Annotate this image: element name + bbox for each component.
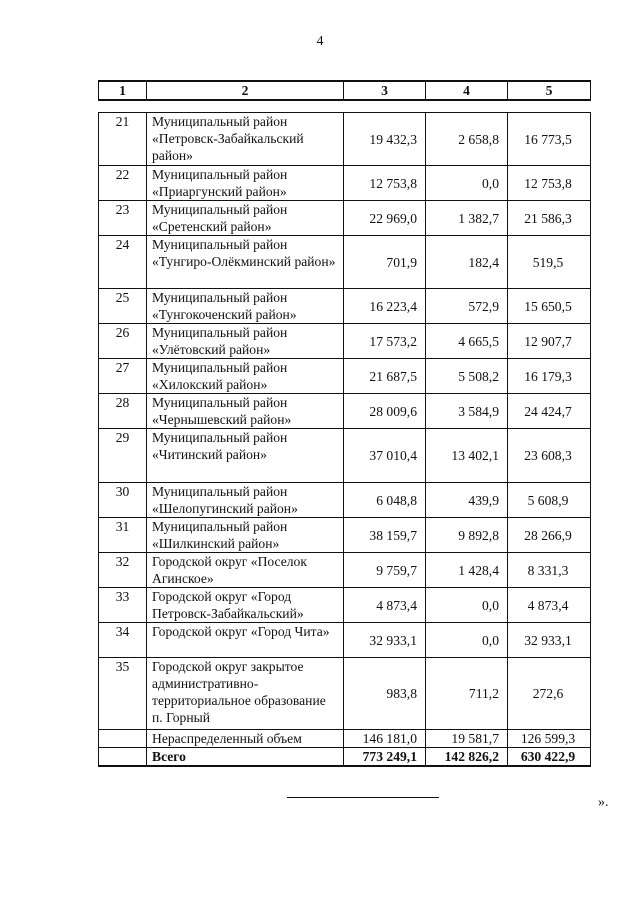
header-cell-1: 1 [99,81,147,100]
table-row [99,658,591,730]
row-col4-value: 0,0 [426,623,508,658]
row-col4-value: 1 428,4 [426,553,508,588]
table-row [99,553,591,588]
row-number: 32 [99,553,147,588]
row-name: Городской округ «Город Чита» [147,623,344,658]
row-col3-value: 773 249,1 [344,748,426,767]
row-name: Муниципальный район «Петровск-Забайкальский район» [147,113,344,166]
row-col5-value: 519,5 [508,236,591,289]
row-col5-value: 15 650,5 [508,289,591,324]
row-col5-value: 21 586,3 [508,201,591,236]
row-col4-value: 9 892,8 [426,518,508,553]
row-name: Муниципальный район «Тунгокоченский район» [147,289,344,324]
row-col3-value: 28 009,6 [344,394,426,429]
row-col3-value: 17 573,2 [344,324,426,359]
distribution-table [98,112,591,767]
row-col3-value: 19 432,3 [344,113,426,166]
row-col4-value: 182,4 [426,236,508,289]
row-col3-value: 4 873,4 [344,588,426,623]
row-col5-value: 5 608,9 [508,483,591,518]
column-number-header [98,80,591,101]
row-col5-value: 126 599,3 [508,730,591,748]
end-rule-line [287,797,439,798]
row-col3-value: 32 933,1 [344,623,426,658]
row-col4-value: 5 508,2 [426,359,508,394]
row-name: Всего [147,748,344,767]
row-number: 28 [99,394,147,429]
table-row [99,166,591,201]
row-col4-value: 1 382,7 [426,201,508,236]
table-body [99,113,591,767]
row-number: 34 [99,623,147,658]
row-name: Муниципальный район «Сретенский район» [147,201,344,236]
row-name: Городской округ «Поселок Агинское» [147,553,344,588]
table-row [99,236,591,289]
table-row [99,113,591,166]
row-col3-value: 146 181,0 [344,730,426,748]
row-number [99,730,147,748]
page-number: 4 [316,34,324,49]
row-col3-value: 38 159,7 [344,518,426,553]
header-cell-2: 2 [147,81,344,100]
table-row [99,324,591,359]
row-col5-value: 28 266,9 [508,518,591,553]
row-number: 22 [99,166,147,201]
row-col4-value: 711,2 [426,658,508,730]
row-col4-value: 13 402,1 [426,429,508,483]
table-row [99,201,591,236]
row-number: 24 [99,236,147,289]
row-col4-value: 439,9 [426,483,508,518]
row-col4-value: 4 665,5 [426,324,508,359]
row-name: Муниципальный район «Хилокский район» [147,359,344,394]
table-row [99,748,591,767]
table-row [99,394,591,429]
row-number: 30 [99,483,147,518]
row-col3-value: 701,9 [344,236,426,289]
row-number: 31 [99,518,147,553]
row-col3-value: 21 687,5 [344,359,426,394]
row-col4-value: 0,0 [426,166,508,201]
row-name: Муниципальный район «Приаргунский район» [147,166,344,201]
row-name: Муниципальный район «Тунгиро-Олёкминский район» [147,236,344,289]
row-name: Муниципальный район «Читинский район» [147,429,344,483]
row-number: 25 [99,289,147,324]
table-row [99,359,591,394]
row-col4-value: 142 826,2 [426,748,508,767]
table-row [99,730,591,748]
header-cell-4: 4 [426,81,508,100]
row-col3-value: 16 223,4 [344,289,426,324]
row-name: Муниципальный район «Чернышевский район» [147,394,344,429]
row-col3-value: 37 010,4 [344,429,426,483]
table-row [99,429,591,483]
row-name: Муниципальный район «Шелопугинский район» [147,483,344,518]
closing-quote-mark: ». [598,795,609,810]
row-col3-value: 6 048,8 [344,483,426,518]
row-col5-value: 12 753,8 [508,166,591,201]
row-name: Муниципальный район «Шилкинский район» [147,518,344,553]
row-col5-value: 4 873,4 [508,588,591,623]
row-col4-value: 572,9 [426,289,508,324]
row-col5-value: 24 424,7 [508,394,591,429]
row-col5-value: 630 422,9 [508,748,591,767]
row-col5-value: 16 773,5 [508,113,591,166]
header-cell-5: 5 [508,81,591,100]
header-row [99,81,591,100]
table-row [99,623,591,658]
row-number: 29 [99,429,147,483]
table-row [99,289,591,324]
row-col4-value: 3 584,9 [426,394,508,429]
row-number: 21 [99,113,147,166]
row-col3-value: 22 969,0 [344,201,426,236]
row-name: Нераспределенный объем [147,730,344,748]
row-col5-value: 8 331,3 [508,553,591,588]
row-col5-value: 12 907,7 [508,324,591,359]
table-row [99,483,591,518]
row-col4-value: 0,0 [426,588,508,623]
row-number: 23 [99,201,147,236]
row-col5-value: 272,6 [508,658,591,730]
row-number: 33 [99,588,147,623]
row-name: Городской округ закрытое административно-территориальное образование п. Горный [147,658,344,730]
table-row [99,518,591,553]
row-name: Городской округ «Город Петровск-Забайкальский» [147,588,344,623]
row-col4-value: 2 658,8 [426,113,508,166]
row-name: Муниципальный район «Улётовский район» [147,324,344,359]
row-col3-value: 983,8 [344,658,426,730]
row-number: 27 [99,359,147,394]
table-row [99,588,591,623]
row-col5-value: 16 179,3 [508,359,591,394]
row-number: 35 [99,658,147,730]
header-cell-3: 3 [344,81,426,100]
row-col3-value: 12 753,8 [344,166,426,201]
row-number [99,748,147,767]
row-number: 26 [99,324,147,359]
row-col3-value: 9 759,7 [344,553,426,588]
row-col4-value: 19 581,7 [426,730,508,748]
row-col5-value: 32 933,1 [508,623,591,658]
row-col5-value: 23 608,3 [508,429,591,483]
